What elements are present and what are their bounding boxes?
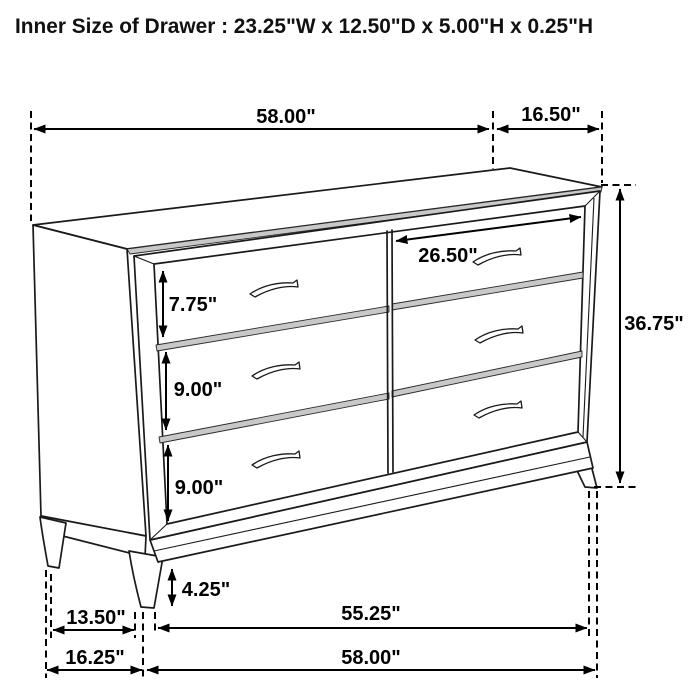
dim-label-base-depth: 16.25" xyxy=(65,647,125,669)
page-title: Inner Size of Drawer : 23.25"W x 12.50"D x 5.00"H x 0.25"H xyxy=(15,15,593,38)
dresser-drawing xyxy=(33,168,602,608)
dim-label-drawer-width: 26.50" xyxy=(418,245,478,267)
dim-label-top-depth: 16.50" xyxy=(521,104,581,126)
dim-label-overall-width: 58.00" xyxy=(341,647,401,669)
dim-label-top-width: 58.00" xyxy=(256,106,316,128)
dim-label-leg-height: 4.25" xyxy=(181,579,231,601)
dim-label-drawer1-height: 7.75" xyxy=(168,294,218,316)
dim-label-drawer2-height: 9.00" xyxy=(173,379,223,401)
dim-label-base-span-side: 13.50" xyxy=(66,607,126,629)
dresser-leg-back-left xyxy=(40,517,66,568)
dim-label-overall-height: 36.75" xyxy=(624,313,684,335)
dresser-side-panel xyxy=(33,225,146,536)
dim-label-drawer3-height: 9.00" xyxy=(174,477,224,499)
dim-label-base-span-front: 55.25" xyxy=(341,603,401,625)
